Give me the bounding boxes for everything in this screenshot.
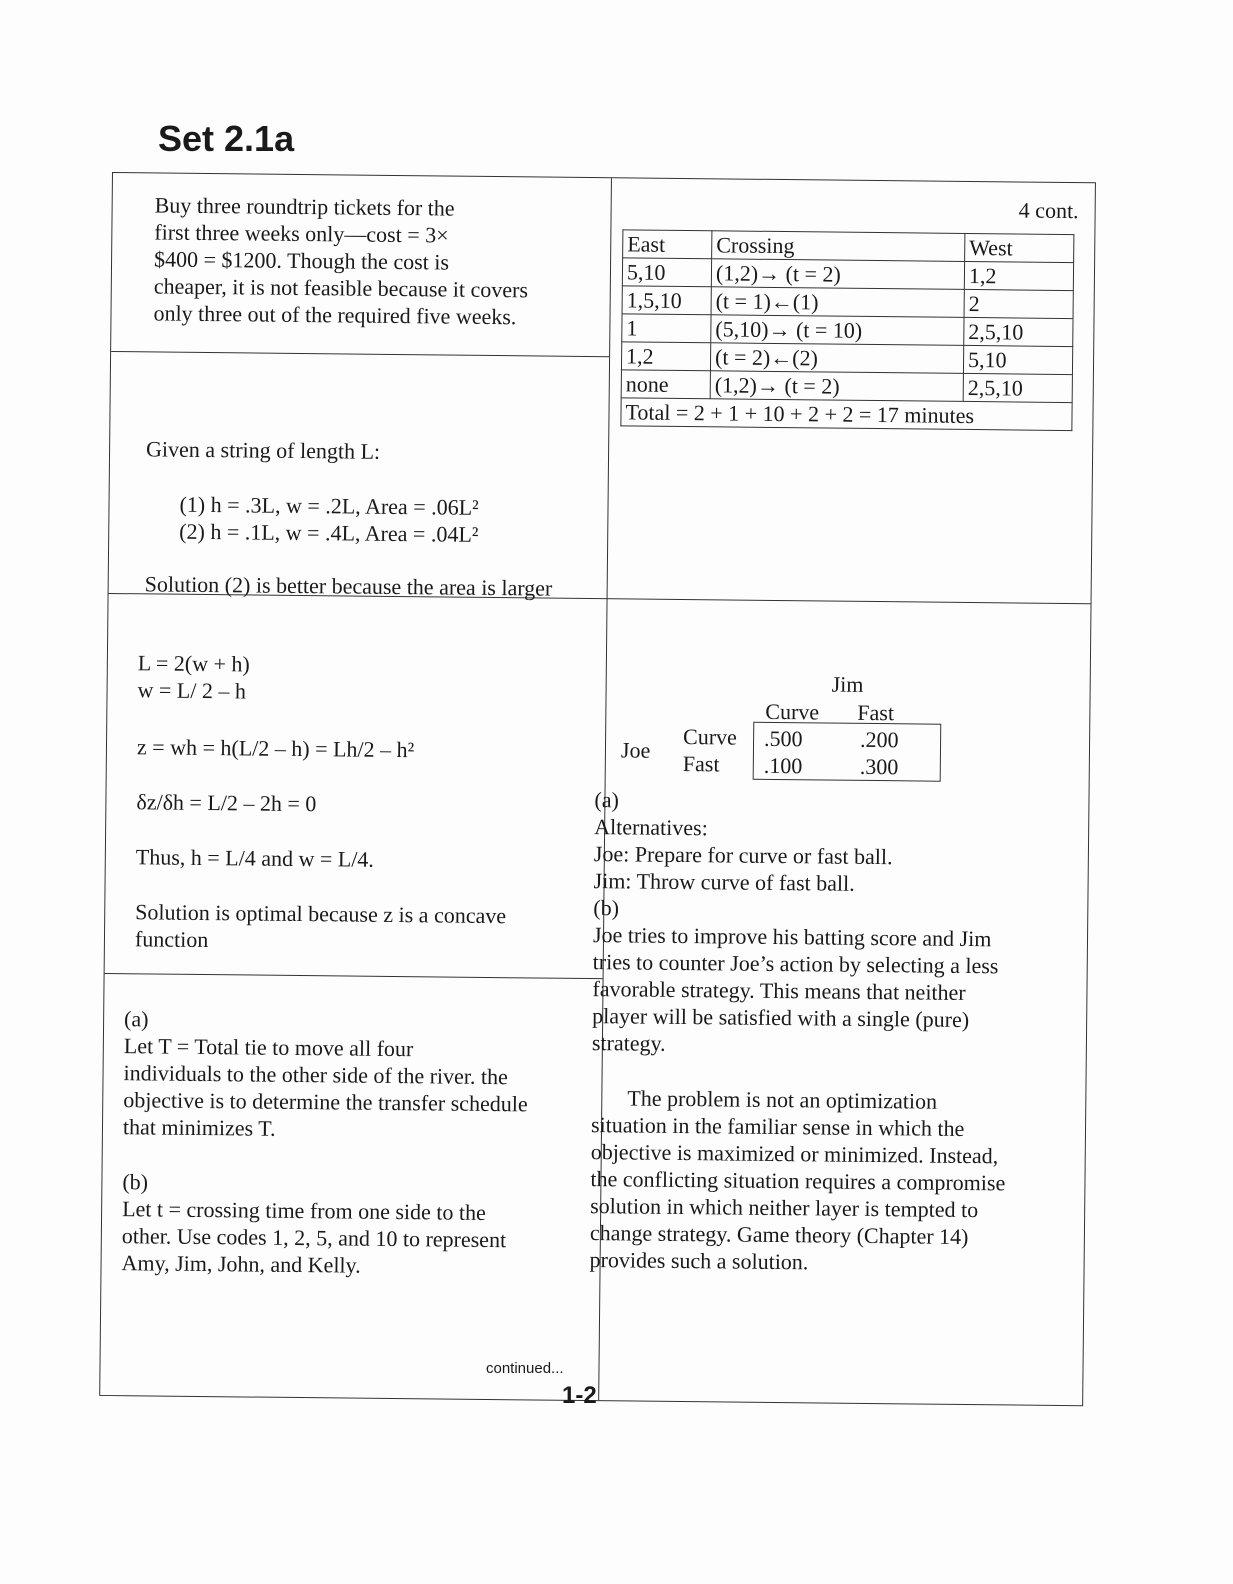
west-cell: 2,5,10 (963, 373, 1072, 402)
conclusion-text: Solution (2) is better because the area is larger (144, 571, 553, 601)
optimization-cell (135, 649, 598, 957)
text-line: Amy, Jim, John, and Kelly. (121, 1250, 361, 1278)
equation: Thus, h = L/4 and w = L/4. (135, 844, 375, 872)
crossing-cell (620, 192, 1082, 431)
equation: w = L/ 2 – h (137, 677, 247, 704)
total-cell: Total = 2 + 1 + 10 + 2 + 2 = 17 minutes (621, 398, 1072, 431)
solution-grid (99, 172, 1096, 1406)
text-line: only three out of the required five weeks. (153, 300, 517, 330)
text-line: tries to counter Joe’s action by selecting a less (592, 949, 999, 979)
part-b-label: (b) (122, 1169, 149, 1195)
equation: z = wh = h(L/2 – h) = Lh/2 – h² (136, 734, 415, 763)
row-divider (105, 973, 603, 979)
text-line: Buy three roundtrip tickets for the (154, 192, 455, 221)
crossing-table (620, 229, 1074, 431)
text-line: cheaper, it is not feasible because it covers (153, 273, 529, 303)
text-line: objective is maximized or minimized. Instead, (590, 1139, 999, 1169)
text-line: strategy. (591, 1030, 666, 1056)
crossing-cell: (t = 1)←(1) (711, 287, 964, 318)
text-line: other. Use codes 1, 2, 5, and 10 to represent (121, 1223, 507, 1253)
solution-2: (2) h = .1L, w = .4L, Area = .04L² (179, 518, 479, 547)
intro-text: Given a string of length L: (145, 436, 381, 464)
payoff-value: .300 (859, 753, 899, 780)
text-line: favorable strategy. This means that neither (592, 976, 966, 1005)
total-row (621, 398, 1072, 431)
part-b-label: (b) (593, 895, 620, 921)
column-header: Curve (765, 698, 820, 725)
east-cell: 1,2 (621, 342, 710, 371)
crossing-cell: (1,2)→ (t = 2) (710, 371, 963, 402)
solution-1: (1) h = .3L, w = .2L, Area = .06L² (179, 491, 479, 520)
crossing-cell: (t = 2)←(2) (710, 343, 963, 374)
continuation-label: 4 cont. (1018, 197, 1079, 224)
column-header: Crossing (712, 231, 965, 262)
text-line: change strategy. Game theory (Chapter 14) (589, 1220, 969, 1250)
text-line: Let t = crossing time from one side to the (122, 1196, 486, 1225)
payoff-box (753, 722, 942, 782)
text-line: $400 = $1200. Though the cost is (153, 246, 450, 275)
payoff-value: .500 (763, 725, 803, 752)
east-cell: none (621, 370, 710, 399)
text-line: player will be satisfied with a single (pure) (592, 1003, 970, 1033)
row-label: Curve (682, 724, 738, 750)
west-cell: 1,2 (964, 261, 1073, 290)
text-line: that minimizes T. (122, 1114, 276, 1141)
column-header: West (965, 233, 1074, 262)
east-cell: 5,10 (622, 258, 711, 287)
text-line: first three weeks only—cost = 3× (154, 219, 449, 248)
east-cell: 1 (622, 314, 711, 343)
jim-label: Jim (831, 671, 864, 697)
part-a-label: (a) (594, 787, 620, 813)
row-label: Fast (682, 751, 720, 777)
game-cell (589, 668, 1065, 1278)
payoff-value: .200 (859, 726, 899, 753)
page-number: 1-2 (562, 1382, 597, 1409)
equation: δz/δh = L/2 – 2h = 0 (136, 789, 317, 817)
row-divider (111, 351, 609, 357)
text-line: The problem is not an optimization (627, 1085, 938, 1114)
text-line: situation in the familiar sense in which the (590, 1112, 965, 1141)
text-line: the conflicting situation requires a compromise (590, 1166, 1006, 1196)
text-line: solution in which neither layer is tempted to (590, 1193, 979, 1223)
payoff-matrix (595, 668, 1066, 791)
text-line: Jim: Throw curve of fast ball. (593, 868, 855, 896)
text-line: objective is to determine the transfer schedule (123, 1087, 528, 1117)
text-line: function (134, 926, 209, 953)
joe-label: Joe (620, 737, 651, 763)
equation: L = 2(w + h) (137, 650, 250, 677)
crossing-cell: (1,2)→ (t = 2) (711, 259, 964, 290)
column-header: Fast (857, 699, 895, 726)
page-title: Set 2.1a (158, 118, 295, 159)
payoff-value: .100 (763, 752, 803, 779)
crossing-cell: (5,10)→ (t = 10) (711, 315, 964, 346)
west-cell: 2,5,10 (964, 317, 1073, 346)
west-cell: 2 (964, 289, 1073, 318)
text-line: Solution is optimal because z is a concave (135, 899, 507, 929)
continued-label: continued... (486, 1360, 564, 1377)
river-cell (121, 1005, 594, 1281)
text-line: Alternatives: (594, 814, 708, 841)
part-a-label: (a) (124, 1006, 149, 1032)
column-header: East (623, 230, 712, 259)
east-cell: 1,5,10 (622, 286, 711, 315)
text-line: Let T = Total tie to move all four (123, 1033, 414, 1062)
west-cell: 5,10 (963, 345, 1072, 374)
text-line: provides such a solution. (589, 1247, 809, 1275)
text-line: Joe tries to improve his batting score and Jim (592, 922, 992, 952)
text-line: Joe: Prepare for curve or fast ball. (593, 841, 893, 870)
tickets-cell (153, 191, 594, 331)
text-line: individuals to the other side of the river. the (123, 1060, 508, 1090)
string-cell (145, 435, 607, 602)
